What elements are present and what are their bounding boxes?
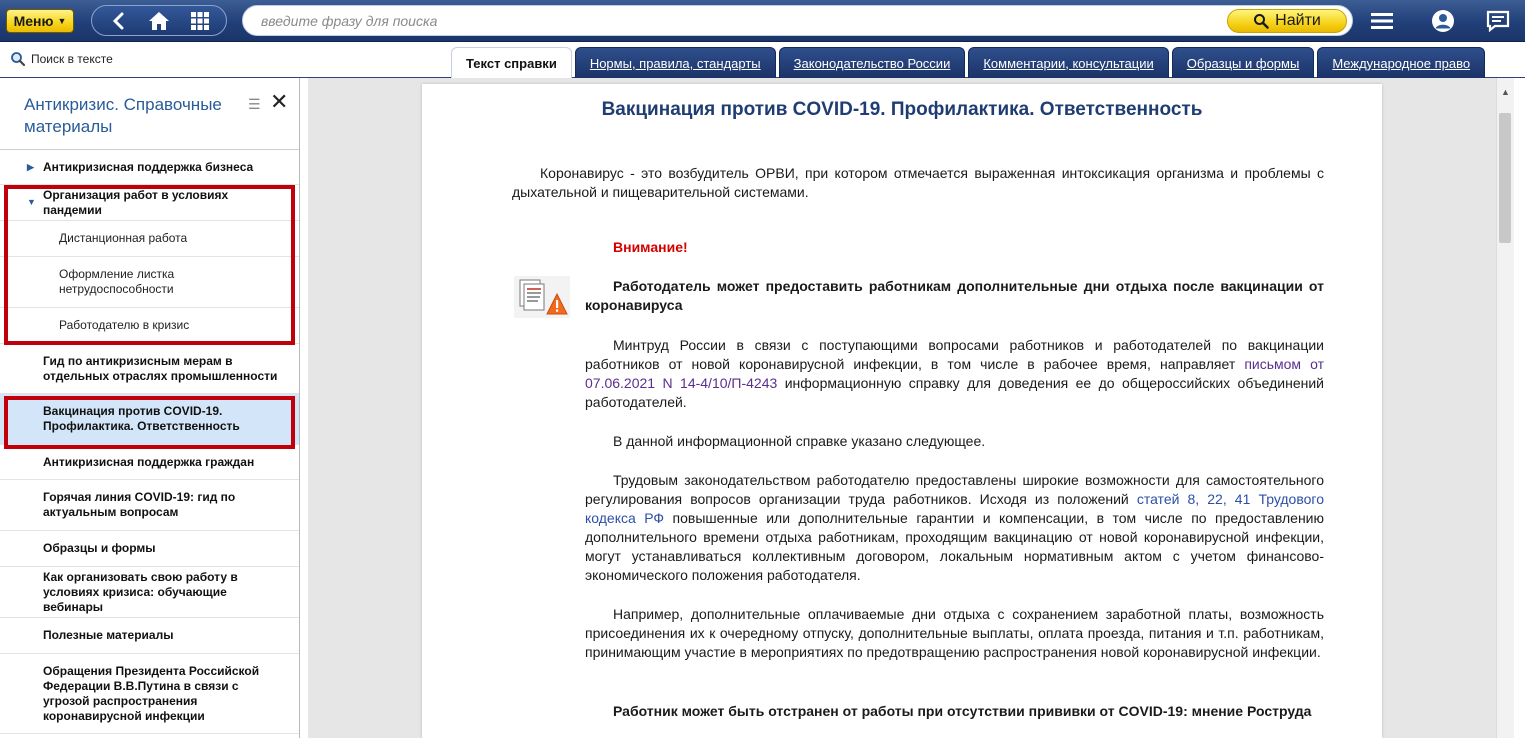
tab-label: Законодательство России — [793, 55, 951, 71]
hamburger-icon — [1371, 12, 1393, 30]
sidebar-item-label: Вакцинация против COVID-19. Профилактика. Ответственность — [43, 404, 240, 433]
grid-icon — [190, 11, 210, 31]
paragraph-text: информационную справку для доведения ее до общероссийских объединений работодателей. — [585, 375, 1325, 410]
search-icon — [1253, 13, 1269, 29]
document-page — [422, 84, 1382, 738]
tab-label: Комментарии, консультации — [983, 55, 1154, 71]
sidebar-item-hotline[interactable] — [0, 480, 300, 531]
sidebar — [0, 78, 300, 738]
paragraph: Например, дополнительные оплачиваемые дни отдыха с сохранением заработной платы, возможность присоединения их к очередному отпуску, дополнительные выплаты, оплата проезда, питания и т.п. работникам, принимающим участие в мероприятиях по предотвращению распространения новой коронавирусной инфекции. — [585, 606, 1324, 660]
sidebar-item-label: Обращения Президента Российской Федерации В.В.Путина в связи с угрозой распространения коронавирусной инфекции — [43, 663, 260, 723]
sidebar-item-forms[interactable] — [0, 531, 300, 567]
sidebar-item-label: Гид по антикризисным мерам в отдельных отраслях промышленности — [43, 353, 278, 383]
tab-norms[interactable] — [575, 47, 776, 78]
search-in-text-button[interactable] — [10, 51, 113, 67]
sidebar-item-label: Образцы и формы — [43, 541, 156, 555]
sidebar-item-label: Организация работ в условиях пандемии — [43, 187, 229, 217]
labor-code-link[interactable]: статей 8, 22, 41 Трудового кодекса РФ — [585, 491, 1324, 526]
menu-button-label: Меню — [13, 13, 54, 29]
sidebar-item-label: Антикризисная поддержка граждан — [43, 454, 255, 469]
magnifier-icon — [10, 51, 26, 67]
document-title: Вакцинация против COVID-19. Профилактика. Ответственность — [601, 99, 1203, 120]
find-button-label: Найти — [1275, 12, 1321, 29]
paragraph-text: Минтруд России в связи с поступающими вопросами работников и работодателей по вакцинации работников от новой коронавирусной инфекции, в том числе в рабочее время, направляет — [585, 337, 1324, 372]
vertical-scrollbar[interactable] — [1496, 78, 1514, 738]
paragraph-text: повышенные или дополнительные гарантии и компенсации, в том числе по предоставлению дополнительного времени отдыха работникам, проходящим вакцинацию от новой коронавирусной инфекции, могут устанавливаться коллективным договором, локальным нормативным актом с учетом финансово-экономического положения работодателя. — [585, 510, 1324, 583]
top-toolbar — [0, 0, 1525, 42]
main-menu-button[interactable] — [1369, 8, 1395, 34]
search-input[interactable] — [261, 12, 1221, 30]
find-button[interactable] — [1227, 9, 1347, 33]
back-icon — [111, 12, 125, 30]
home-button[interactable] — [145, 9, 173, 33]
close-icon[interactable]: ✕ — [270, 89, 289, 114]
sidebar-item-president-addresses[interactable] — [0, 654, 300, 734]
tab-label: Образцы и формы — [1186, 55, 1300, 71]
nav-group — [91, 5, 227, 36]
sidebar-item-label: Антикризисная поддержка бизнеса — [43, 159, 254, 174]
document-warning-icon — [514, 276, 570, 318]
sidebar-item-label: Работодателю в кризис — [59, 318, 190, 332]
letter-link[interactable]: письмом от 07.06.2021 N 14-4/10/П-4243 — [585, 356, 1325, 391]
sidebar-item-label: Дистанционная работа — [59, 231, 188, 245]
back-button[interactable] — [104, 9, 132, 33]
sidebar-title: Антикризис. Справочные материалы — [24, 95, 222, 136]
sidebar-item-vaccination[interactable] — [0, 394, 300, 445]
chevron-down-icon: ▼ — [27, 197, 36, 207]
sidebar-item-industry-guide[interactable] — [0, 344, 300, 394]
section-heading: Работник может быть отстранен от работы при отсутствии прививки от COVID-19: мнение Роструда — [613, 703, 1312, 719]
sidebar-item-label: Оформление листка нетрудоспособности — [59, 267, 175, 296]
home-icon — [147, 10, 171, 32]
catalog-button[interactable] — [186, 9, 214, 33]
feedback-button[interactable] — [1485, 8, 1511, 34]
caret-down-icon: ▼ — [57, 16, 67, 26]
tab-comments[interactable] — [968, 47, 1168, 78]
tab-label: Текст справки — [466, 55, 557, 71]
paragraph — [585, 336, 1324, 412]
sidebar-item-label: Полезные материалы — [43, 628, 174, 642]
window-edge — [1514, 78, 1525, 738]
paragraph: В данной информационной справке указано следующее. — [613, 433, 986, 449]
scroll-up-icon[interactable]: ▲ — [1501, 87, 1510, 97]
warning-label: Внимание! — [613, 239, 688, 255]
tab-legislation[interactable] — [779, 47, 966, 78]
profile-button[interactable] — [1430, 8, 1456, 34]
sidebar-item-webinars[interactable] — [0, 567, 300, 618]
scroll-thumb[interactable] — [1499, 113, 1511, 243]
sidebar-item-sick-leave[interactable] — [0, 257, 300, 308]
sidebar-item-remote-work[interactable] — [0, 221, 300, 257]
sidebar-item-useful-materials[interactable] — [0, 618, 300, 654]
paragraph — [585, 471, 1324, 585]
sidebar-list — [0, 150, 300, 734]
sidebar-item-citizen-support[interactable] — [0, 445, 300, 480]
user-icon — [1431, 9, 1455, 33]
intro-paragraph: Коронавирус - это возбудитель ОРВИ, при котором отмечается выраженная интоксикация организма и проблемы с дыхательной и пищеварительной системами. — [512, 165, 1324, 200]
sidebar-item-label: Горячая линия COVID-19: гид по актуальным вопросам — [43, 490, 236, 519]
menu-button[interactable] — [6, 9, 74, 33]
search-box — [242, 5, 1353, 36]
tab-help-text[interactable] — [451, 47, 572, 78]
sidebar-item-business-support[interactable] — [0, 150, 300, 185]
tab-bar — [0, 42, 1525, 78]
search-in-text-label: Поиск в тексте — [31, 52, 113, 66]
sidebar-header — [0, 78, 299, 150]
sidebar-item-employer-crisis[interactable] — [0, 308, 300, 344]
sidebar-item-label: Как организовать свою работу в условиях кризиса: обучающие вебинары — [43, 569, 238, 614]
section-heading: Работодатель может предоставить работникам дополнительные дни отдыха после вакцинации от коронавируса — [585, 278, 1324, 313]
tab-label: Международное право — [1332, 55, 1471, 71]
tabs — [451, 47, 1488, 78]
sidebar-item-pandemic-work[interactable] — [0, 185, 300, 221]
sidebar-menu-icon[interactable]: ☰ — [248, 96, 261, 112]
chat-icon — [1486, 10, 1510, 32]
chevron-right-icon: ▶ — [27, 161, 34, 172]
tab-label: Нормы, правила, стандарты — [589, 55, 761, 71]
paragraph-text: Трудовым законодательством работодателю предоставлены широкие возможности для самостоятельного регулирования вопросов организации труда работников. Исходя из положений — [585, 472, 1324, 507]
tab-forms[interactable] — [1172, 47, 1315, 78]
tab-international-law[interactable] — [1317, 47, 1485, 78]
